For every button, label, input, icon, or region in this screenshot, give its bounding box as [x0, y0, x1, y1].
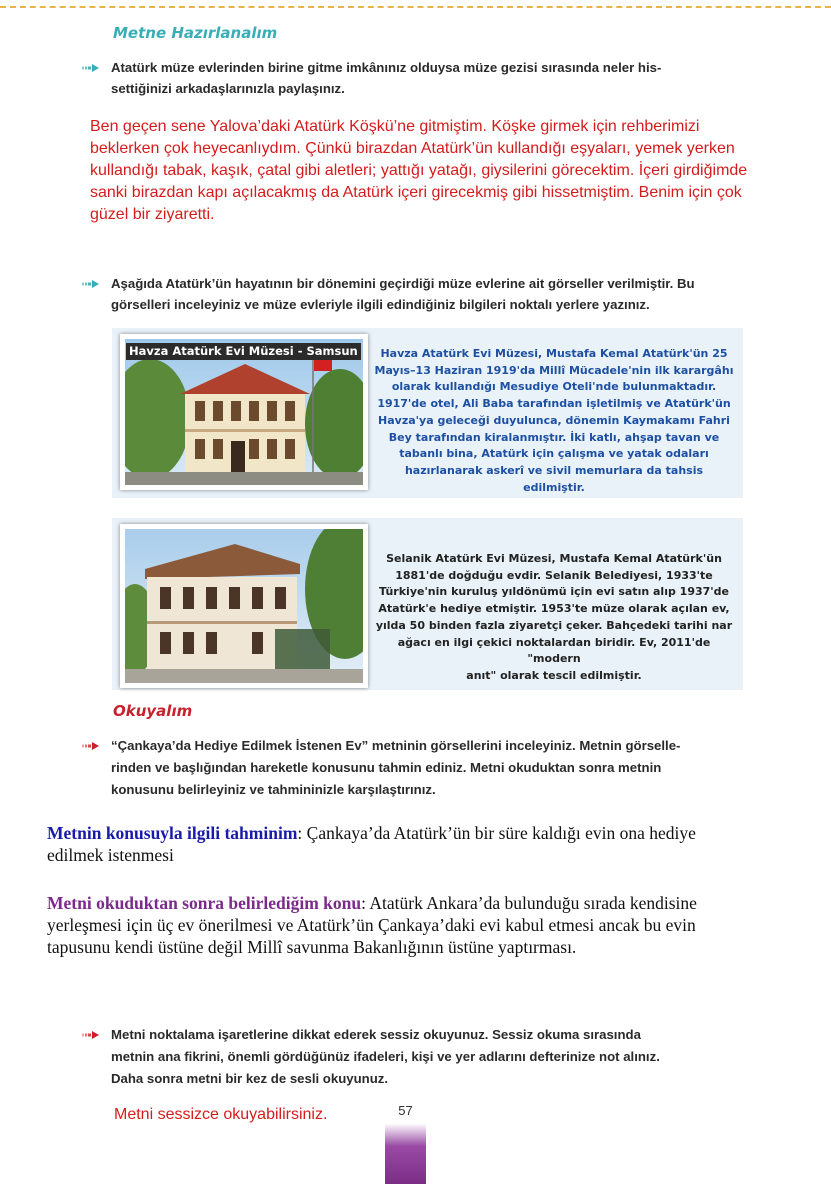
description-line: hazırlanarak askerî ve sivil memurlara da tahsis edilmiştir.: [404, 463, 704, 494]
instruction-line: settiğinizi arkadaşlarınızla paylaşınız.: [111, 81, 345, 96]
prediction-text: : Çankaya’da Atatürk’ün bir süre kaldığı evin ona hediye: [297, 823, 696, 843]
havza-museum-photo: [120, 334, 368, 490]
instruction-line: Atatürk müze evlerinden birine gitme imkânınız olduysa müze gezisi sırasında neler his-: [111, 60, 662, 75]
description-line: Bey tarafından kiralanmıştır. İki katlı, ahşap tavan ve: [388, 430, 720, 444]
prediction-answer: [47, 822, 696, 866]
description-line: olarak kullandığı Mesudiye Oteli'nde bulunmaktadır.: [391, 380, 717, 394]
arrow-bullet-icon: [82, 64, 99, 72]
instruction-line: metnin ana fikrini, önemli gördüğünüz ifadeleri, kişi ve yer adlarını defterinize not alınız.: [111, 1049, 660, 1064]
instruction-text: [111, 57, 661, 99]
section-heading-prepare: Metne Hazırlanalım: [113, 24, 278, 42]
instruction-line: Daha sonra metni bir kez de sesli okuyunuz.: [111, 1071, 389, 1086]
description-line: Selanik Atatürk Evi Müzesi, Mustafa Kemal Atatürk'ün: [386, 552, 722, 565]
instruction-text: [111, 1024, 660, 1090]
description-line: Havza Atatürk Evi Müzesi, Mustafa Kemal Atatürk'ün 25: [380, 347, 728, 360]
student-answer-1: [90, 116, 747, 226]
prediction-text: edilmek istenmesi: [47, 845, 174, 865]
topic-text: tapusunu kendi üstüne değil Millî savunma Bakanlığının üstüne yaptırması.: [47, 937, 577, 957]
answer-line: kullandığı tabak, kaşık, çatal gibi aletleri; yattığı yatağı, giysilerini görecektim. İçeri girdiğimde: [90, 162, 748, 179]
student-answer-2: Metni sessizce okuyabilirsiniz.: [114, 1106, 328, 1123]
museum-description: [374, 346, 734, 496]
description-line: ağacı en ilgi çekici noktalardan biridir. Ev, 2011'de "modern: [397, 635, 711, 666]
answer-line: sanki birazdan kapı açılacakmış da Atatürk içeri girecekmiş gibi hissetmiştim. Benim için çok: [90, 184, 742, 201]
arrow-bullet-icon: [82, 280, 99, 288]
museum-description: [374, 551, 734, 685]
arrow-bullet-icon: [82, 1031, 99, 1039]
instruction-line: görselleri inceleyiniz ve müze evleriyle ilgili edindiğiniz bilgileri noktalı yerlere yazınız.: [111, 297, 650, 312]
instruction-line: rinden ve başlığından hareketle konusunu tahmin ediniz. Metni okuduktan sonra metnin: [111, 760, 662, 775]
instruction-text: [111, 735, 680, 801]
answer-line: beklerken çok heyecanlıydım. Çünkü birazdan Atatürk’ün kullandığı eşyaları, yemek yerken: [90, 140, 735, 157]
section-heading-read: Okuyalım: [113, 702, 193, 720]
instruction-line: “Çankaya’da Hediye Edilmek İstenen Ev” metninin görsellerini inceleyiniz. Metnin görselle-: [111, 738, 681, 753]
topic-answer: [47, 892, 697, 958]
description-line: Mayıs–13 Haziran 1919'da Millî Mücadele'nin ilk karargâhı: [374, 363, 734, 377]
description-line: 1917'de otel, Ali Baba tarafından işletilmiş ve Atatürk'ün: [377, 397, 731, 411]
description-line: Türkiye'nin kuruluş yıldönümü için evi satın alıp 1937'de: [379, 585, 729, 599]
page-number: 57: [398, 1103, 413, 1118]
answer-line: güzel bir ziyaretti.: [90, 206, 215, 223]
description-line: 1881'de doğduğu evdir. Selanik Belediyesi, 1933'te: [395, 568, 713, 582]
top-dashed-border: [0, 6, 831, 8]
topic-label: Metni okuduktan sonra belirlediğim konu: [47, 893, 362, 913]
arrow-bullet-icon: [82, 742, 99, 750]
topic-text: yerleşmesi için üç ev önerilmesi ve Atatürk’ün Çankaya’daki evi kabul etmesi ancak bu evin: [47, 915, 696, 935]
instruction-text: [111, 273, 695, 315]
instruction-line: Metni noktalama işaretlerine dikkat ederek sessiz okuyunuz. Sessiz okuma sırasında: [111, 1027, 641, 1042]
museum-card-selanik: [112, 518, 743, 690]
photo-caption: Havza Atatürk Evi Müzesi - Samsun: [126, 343, 361, 360]
description-line: anıt" olarak tescil edilmiştir.: [466, 668, 642, 682]
museum-card-havza: [112, 328, 743, 498]
description-line: Havza'ya geleceği duyulunca, dönemin Kaymakamı Fahri: [378, 413, 730, 427]
description-line: tabanlı bina, Atatürk için çalışma ve yatak odaları: [399, 447, 709, 461]
description-line: yılda 50 binden fazla ziyaretçi çeker. Bahçedeki tarihi nar: [375, 618, 733, 632]
topic-text: : Atatürk Ankara’da bulunduğu sırada kendisine: [361, 893, 697, 913]
instruction-line: Aşağıda Atatürk’ün hayatının bir dönemini geçirdiği müze evlerine ait görseller verilmiştir. Bu: [111, 276, 695, 291]
answer-line: Ben geçen sene Yalova’daki Atatürk Köşkü’ne gitmiştim. Köşke girmek için rehberimizi: [90, 118, 700, 135]
instruction-line: konusunu belirleyiniz ve tahmininizle karşılaştırınız.: [111, 782, 436, 797]
prediction-label: Metnin konusuyla ilgili tahminim: [47, 823, 298, 843]
selanik-museum-photo: [120, 524, 368, 688]
description-line: Atatürk'e hediye etmiştir. 1953'te müze olarak açılan ev,: [378, 602, 730, 616]
